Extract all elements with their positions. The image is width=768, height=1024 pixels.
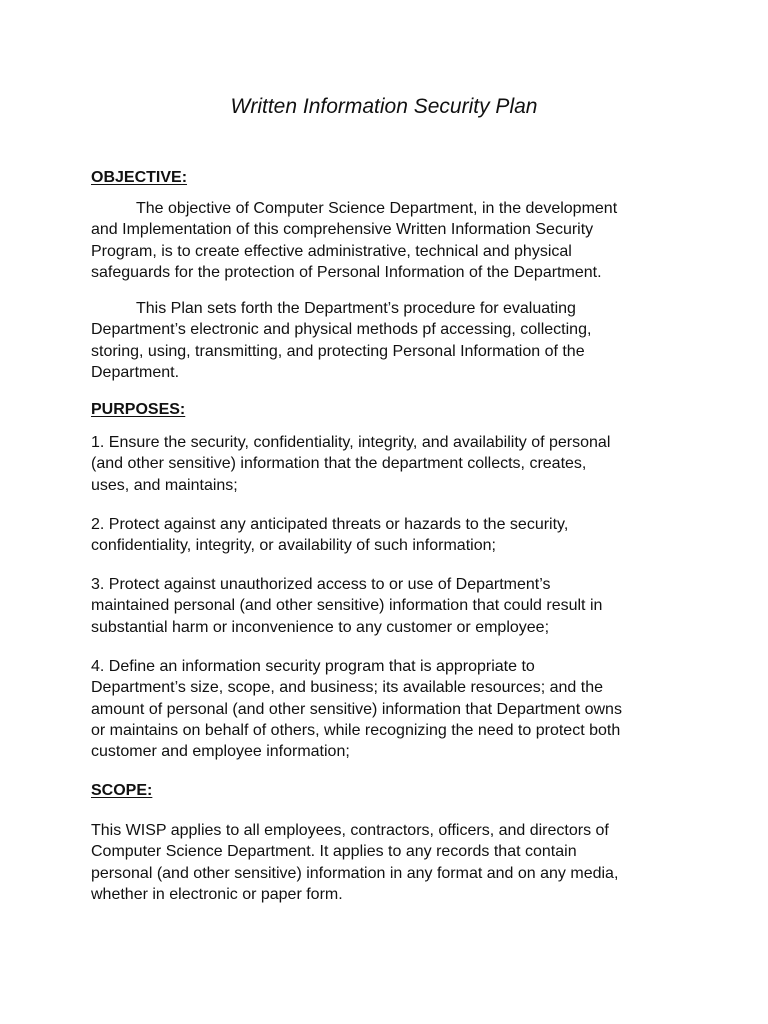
scope-heading: SCOPE:	[91, 782, 153, 799]
objective-heading: OBJECTIVE:	[91, 169, 188, 186]
document-title: Written Information Security Plan	[230, 95, 538, 118]
scope-paragraph: This WISP applies to all employees, contractors, officers, and directors of Computer Science Department. It applies to any records that contain personal (and other sensitive) information in any format and on any media, whether in electronic or paper form.	[91, 822, 619, 903]
purpose-item-1: 1. Ensure the security, confidentiality, integrity, and availability of personal (and other sensitive) information that the department collects, creates, uses, and maintains;	[91, 434, 611, 494]
objective-paragraph-2-text: This Plan sets forth the Department’s procedure for evaluating Department’s electronic and physical methods pf accessing, collecting, storing, using, transmitting, and protecting Personal Information of the Department.	[91, 300, 592, 381]
purpose-item-4: 4. Define an information security program that is appropriate to Department’s size, scope, and business; its available resources; and the amount of personal (and other sensitive) information that Department owns or maintains on behalf of others, while recognizing the need to protect both customer and employee information;	[91, 658, 622, 761]
purposes-heading: PURPOSES:	[91, 401, 186, 418]
objective-paragraph-1-text: The objective of Computer Science Department, in the development and Implementation of this comprehensive Written Information Security Program, is to create effective administrative, technical and physical safeguards for the protection of Personal Information of the Department.	[91, 200, 618, 281]
purpose-item-3: 3. Protect against unauthorized access to or use of Department’s maintained personal (and other sensitive) information that could result in substantial harm or inconvenience to any customer or employee;	[91, 576, 603, 636]
objective-paragraph-1	[91, 198, 681, 283]
purpose-item-2: 2. Protect against any anticipated threats or hazards to the security, confidentiality, integrity, or availability of such information;	[91, 516, 569, 555]
objective-paragraph-2	[91, 298, 681, 383]
